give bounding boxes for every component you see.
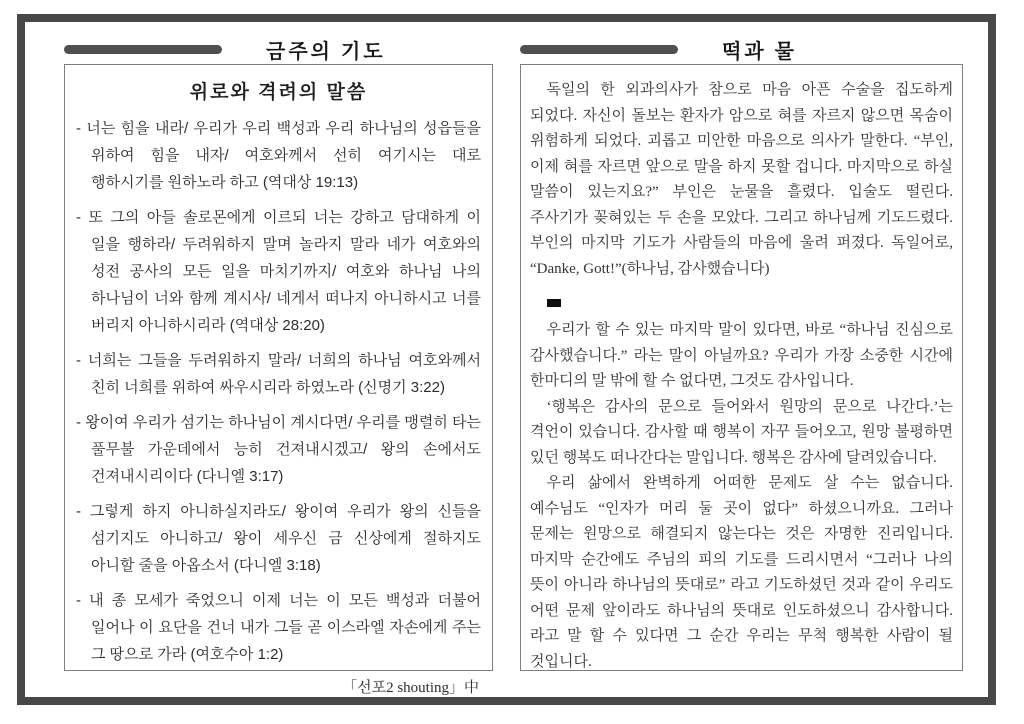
devotional-paragraph: ‘행복은 감사의 문으로 들어와서 원망의 문으로 나간다.’는 격언이 있습니다. 감사할 때 행복이 자꾸 들어오고, 원망 불평하면 있던 행복도 떠나간다는 말입니다. 행복은 감사에 달려있습니다. [530, 398, 953, 466]
section-divider-mark-icon [547, 299, 561, 307]
verse-item: - 너희는 그들을 두려워하지 말라/ 너희의 하나님 여호와께서 친히 너희를 위하여 싸우시리라 하였노라 (신명기 3:22) [76, 352, 481, 396]
devotional-box [520, 64, 963, 671]
header-bar-icon [520, 45, 678, 54]
verse-item: - 또 그의 아들 솔로몬에게 이르되 너는 강하고 담대하게 이 일을 행하라/ 두려워하지 말며 놀라지 말라 네가 여호와의 성전 공사의 모든 일을 마치기까지/ 여호와 하나님 나의 하나님이 너와 함께 계시사/ 네게서 떠나지 아니하시고 너를 버리지 아니하시리라 (역대상 28:20) [76, 209, 481, 334]
page-content [25, 22, 988, 697]
devotional-section-header [520, 34, 963, 64]
verse-item: - 왕이여 우리가 섬기는 하나님이 계시다면/ 우리를 맹렬히 타는 풀무불 가운데에서 능히 건져내시겠고/ 왕의 손에서도 건져내시리이다 (다니엘 3:17) [76, 414, 481, 485]
prayer-box [64, 64, 493, 696]
page-frame [17, 14, 996, 705]
prayer-section [64, 34, 493, 697]
devotional-paragraph: 우리 삶에서 완벽하게 어떠한 문제도 살 수는 없습니다. 예수님도 “인자가 머리 둘 곳이 없다” 하셨으니까요. 그러나 문제는 원망으로 해결되지 않는다는 것은 자명한 진리입니다. 마지막 순간에도 주님의 피의 기도를 드리시면서 “그러나 나의 뜻이 아니라 하나님의 뜻대로” 라고 기도하셨던 것과 같이 우리도 어떤 문제 앞이라도 하나님의 뜻대로 인도하셨으니 감사합니다. 라고 말 할 수 있다면 그 순간 우리는 무척 행복한 사람이 될 것입니다. [530, 475, 953, 670]
prayer-box-title: 위로와 격려의 말씀 [189, 82, 368, 103]
verse-item: - 그렇게 하지 아니하실지라도/ 왕이여 우리가 왕의 신들을 섬기지도 아니하고/ 왕이 세우신 금 신상에게 절하지도 아니할 줄을 아옵소서 (다니엘 3:18) [76, 503, 481, 574]
prayer-section-header [64, 34, 493, 64]
header-bar-icon [64, 45, 222, 54]
verse-item: - 너는 힘을 내라/ 우리가 우리 백성과 우리 하나님의 성읍들을 위하여 힘을 내자/ 여호와께서 선히 여기시는 대로 행하시기를 원하노라 하고 (역대상 19:13) [76, 120, 481, 191]
devotional-paragraph: 독일의 한 외과의사가 참으로 마음 아픈 수술을 집도하게 되었다. 자신이 돌보는 환자가 암으로 혀를 자르지 않으면 목숨이 위험하게 되었다. 괴롭고 미안한 마음으로 의사가 말한다. “부인, 이제 혀를 자르면 앞으로 말을 하지 못할 겁니다. 마지막으로 하실 말씀이 있는지요?” 부인은 눈물을 흘렸다. 입술도 떨린다. 주사기가 꽂혀있는 두 손을 모았다. 그리고 하나님께 기도드렸다. 부인의 마지막 기도가 사람들의 마음에 울려 퍼졌다. 독일어로, “Danke, Gott!”(하나님, 감사했습니다) [530, 82, 953, 277]
divider-row [530, 299, 953, 313]
verse-list [76, 115, 481, 668]
section-title-devotional: 떡과 물 [722, 40, 797, 63]
devotional-paragraph: 우리가 할 수 있는 마지막 말이 있다면, 바로 “하나님 진심으로 감사했습니다.” 라는 말이 아닐까요? 우리가 가장 소중한 시간에 한마디의 말 밖에 할 수 없다면, 그것도 감사입니다. [530, 322, 953, 389]
section-title-prayer: 금주의 기도 [266, 40, 386, 63]
verse-item: - 내 종 모세가 죽었으니 이제 너는 이 모든 백성과 더불어 일어나 이 요단을 건너 내가 그들 곧 이스라엘 자손에게 주는 그 땅으로 가라 (여호수아 1:2) [76, 592, 481, 663]
source-attribution: 「선포2 shouting」中 [342, 680, 479, 696]
devotional-section [520, 34, 963, 697]
